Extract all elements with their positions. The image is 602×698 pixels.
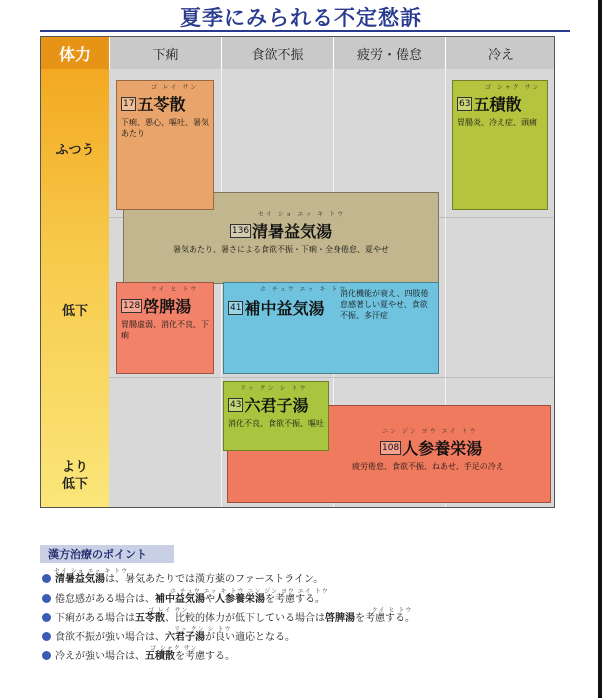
herb-name: 五苓散: [137, 95, 186, 114]
column-appetite-loss: 食欲不振: [221, 37, 333, 69]
point-ruby: リッ クン シ トウ: [174, 626, 232, 633]
herb-description: 下痢、悪心、嘔吐、暑気あたり: [121, 118, 209, 138]
herb-name: 人参養栄湯: [402, 439, 483, 458]
point-bold: 人参養栄湯: [215, 594, 265, 605]
herb-box-keihito: [116, 282, 214, 374]
herb-name: 六君子湯: [244, 396, 309, 415]
herb-name-row: [228, 393, 324, 416]
point-text: を考慮する。: [355, 613, 415, 624]
herb-matrix-chart: [40, 36, 555, 508]
herb-name-row: [228, 294, 340, 321]
point-ruby: セイ ショ エッ キ トウ: [54, 568, 129, 575]
herb-name-row: [457, 92, 543, 115]
herb-box-goreisan: [116, 80, 214, 210]
point-item: [42, 573, 323, 586]
point-bold: 五苓散: [135, 613, 165, 624]
point-ruby: ケイ ヒ トウ: [372, 607, 413, 614]
page-edge: [598, 0, 602, 698]
column-diarrhea: 下痢: [109, 37, 221, 69]
bullet-icon: [42, 594, 51, 603]
points-header: 漢方治療のポイント: [40, 545, 174, 563]
herb-description: 疲労倦怠、食欲不振、ねあせ、手足の冷え: [352, 462, 504, 471]
axis-level-lower-2: 低下: [61, 477, 88, 492]
herb-ruby: セイ ショ エッ キ トウ: [258, 211, 346, 218]
bullet-icon: [42, 613, 51, 622]
herb-description: 胃腸炎、冷え症、頭痛: [457, 118, 537, 127]
point-bold: 補中益気湯: [155, 594, 205, 605]
herb-name-row: [121, 294, 209, 317]
herb-description: 暑気あたり、暑さによる食欲不振・下痢・全身倦怠、夏やせ: [173, 245, 389, 254]
herb-description: 消化不良、食欲不振、嘔吐: [228, 419, 324, 428]
bullet-icon: [42, 651, 51, 660]
column-fatigue: 疲労・倦怠: [333, 37, 445, 69]
herb-ruby: リッ クン シ トウ: [240, 385, 308, 392]
herb-ruby: ホ チュウ エッ キ トウ: [260, 286, 348, 293]
axis-level-normal: ふつう: [55, 143, 95, 158]
point-bold: 清暑益気湯: [55, 574, 105, 585]
herb-number: 136: [231, 225, 250, 236]
point-text: 下痢がある場合は: [55, 613, 135, 624]
point-ruby: ホ チュウ エッ キ トウ ニン ジン ヨウ エイ トウ: [170, 588, 329, 595]
herb-number: 108: [382, 442, 400, 453]
bullet-icon: [42, 632, 51, 641]
point-text: が良い適応となる。: [205, 632, 295, 643]
stamina-axis-header: 体力: [41, 37, 109, 69]
point-ruby: ゴ シャク サン: [150, 645, 198, 652]
herb-name: 補中益気湯: [244, 299, 325, 318]
point-ruby: ゴ レイ サン: [148, 607, 189, 614]
column-cold: 冷え: [445, 37, 555, 69]
point-text: 冷えが強い場合は、: [55, 651, 145, 662]
grid-line: [109, 377, 555, 378]
grid-line: [221, 69, 222, 508]
herb-name: 啓脾湯: [143, 297, 192, 316]
herb-description: 消化機能が衰え、四肢倦怠感著しい夏やせ、食欲不振、多汗症: [340, 289, 429, 320]
herb-name-row: [128, 219, 434, 242]
point-text: や: [205, 594, 215, 605]
herb-number: 43: [230, 399, 242, 410]
herb-ruby: ニン ジン ヨウ エイ トウ: [382, 428, 478, 435]
point-text: 食欲不振が強い場合は、: [55, 632, 165, 643]
herb-name: 五積散: [473, 95, 522, 114]
axis-level-lower-1: より: [61, 460, 88, 475]
herb-number: 63: [459, 98, 471, 109]
point-bold: 六君子湯: [165, 632, 205, 643]
point-text: 倦怠感がある場合は、: [55, 594, 155, 605]
herb-box-goshakusan: [452, 80, 548, 210]
herb-name-row: [121, 92, 209, 115]
title-underline: [40, 30, 570, 32]
stamina-axis: [41, 37, 109, 507]
herb-number: 17: [123, 98, 135, 109]
bullet-icon: [42, 574, 51, 583]
point-bold: 五積散: [145, 651, 175, 662]
herb-description: 胃腸虚弱、消化不良、下痢: [121, 320, 209, 340]
herb-box-rikkunshito: [223, 381, 329, 451]
point-text: を考慮する。: [175, 651, 235, 662]
point-bold: 啓脾湯: [325, 613, 355, 624]
point-text: 、比較的体力が低下している場合は: [165, 613, 325, 624]
herb-ruby: ゴ シャク サン: [485, 84, 541, 91]
axis-level-low: 低下: [61, 304, 88, 319]
point-text: は、暑気あたりでは漢方薬のファーストライン。: [105, 574, 324, 585]
herb-name-row: [380, 436, 546, 459]
herb-number: 128: [123, 300, 141, 311]
page-title: 夏季にみられる不定愁訴: [180, 6, 422, 30]
herb-ruby: ゴ レイ サン: [151, 84, 199, 91]
point-item: [42, 650, 235, 663]
herb-number: 41: [230, 302, 242, 313]
herb-name: 清暑益気湯: [252, 222, 333, 241]
herb-ruby: ケイ ヒ トウ: [151, 286, 199, 293]
point-text: を考慮する。: [265, 594, 325, 605]
herb-box-hochuekkito: [223, 282, 439, 374]
